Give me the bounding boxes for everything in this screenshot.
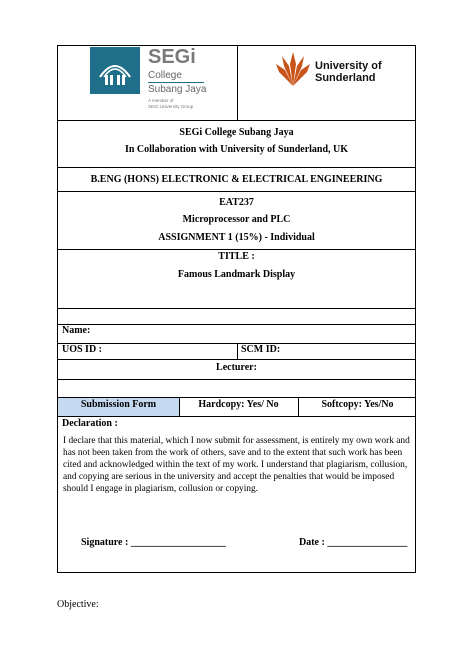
programme-title: B.ENG (HONS) ELECTRONIC & ELECTRICAL ENGINEERING xyxy=(90,174,383,185)
collaboration-line: In Collaboration with University of Sunderland, UK xyxy=(124,144,349,155)
logo-divider xyxy=(237,46,238,120)
segi-group: SEGi University Group xyxy=(148,104,194,109)
objective-heading: Objective: xyxy=(57,599,99,610)
uos-name-line2: Sunderland xyxy=(315,72,376,84)
title-label: TITLE : xyxy=(218,251,255,262)
module-name: Microprocessor and PLC xyxy=(182,214,291,225)
row-border xyxy=(58,308,415,309)
sunderland-crest-icon xyxy=(276,50,310,86)
hardcopy-option: Hardcopy: Yes/ No xyxy=(198,399,279,410)
cover-sheet-table xyxy=(57,45,416,573)
submission-form-label: Submission Form xyxy=(80,399,157,410)
row-border xyxy=(58,120,415,121)
segi-wordmark: SEGi xyxy=(148,46,196,68)
segi-member-of: A member of xyxy=(148,98,174,103)
lecturer-label: Lecturer: xyxy=(216,362,257,373)
name-label: Name: xyxy=(62,325,91,336)
row-border xyxy=(58,359,415,360)
row-border xyxy=(58,167,415,168)
row-border xyxy=(58,379,415,380)
id-divider xyxy=(237,343,238,359)
declaration-text: I declare that this material, which I now submit for assessment, is entirely my own work and has not been taken from the work of others, save and to the extent that such work has been cited and acknowledged within the text of my work. I understand that plagiarism, collusion, and copying are serious in the university and accept the penalties that would be imposed should I engage in plagiarism, collusion or copying. xyxy=(63,436,410,494)
row-border xyxy=(58,324,415,325)
date-line: Date : ________________ xyxy=(299,537,408,548)
row-border xyxy=(58,249,415,250)
row-border xyxy=(58,191,415,192)
uos-id-label: UOS ID : xyxy=(62,344,103,355)
assignment-title: ASSIGNMENT 1 (15%) - Individual xyxy=(158,232,315,243)
segi-logo-icon xyxy=(90,47,140,94)
scm-id-label: SCM ID: xyxy=(241,344,281,355)
segi-rule xyxy=(148,82,204,83)
project-title: Famous Landmark Display xyxy=(177,269,296,280)
signature-line: Signature : ___________________ xyxy=(81,537,226,548)
segi-campus: Subang Jaya xyxy=(148,84,207,95)
softcopy-option: Softcopy: Yes/No xyxy=(321,399,394,410)
declaration-label: Declaration : xyxy=(62,418,118,429)
row-border xyxy=(58,416,415,417)
module-code: EAT237 xyxy=(219,197,254,208)
uos-name-line1: University of xyxy=(315,60,382,72)
segi-college: College xyxy=(148,70,182,81)
college-name: SEGi College Subang Jaya xyxy=(179,127,294,138)
